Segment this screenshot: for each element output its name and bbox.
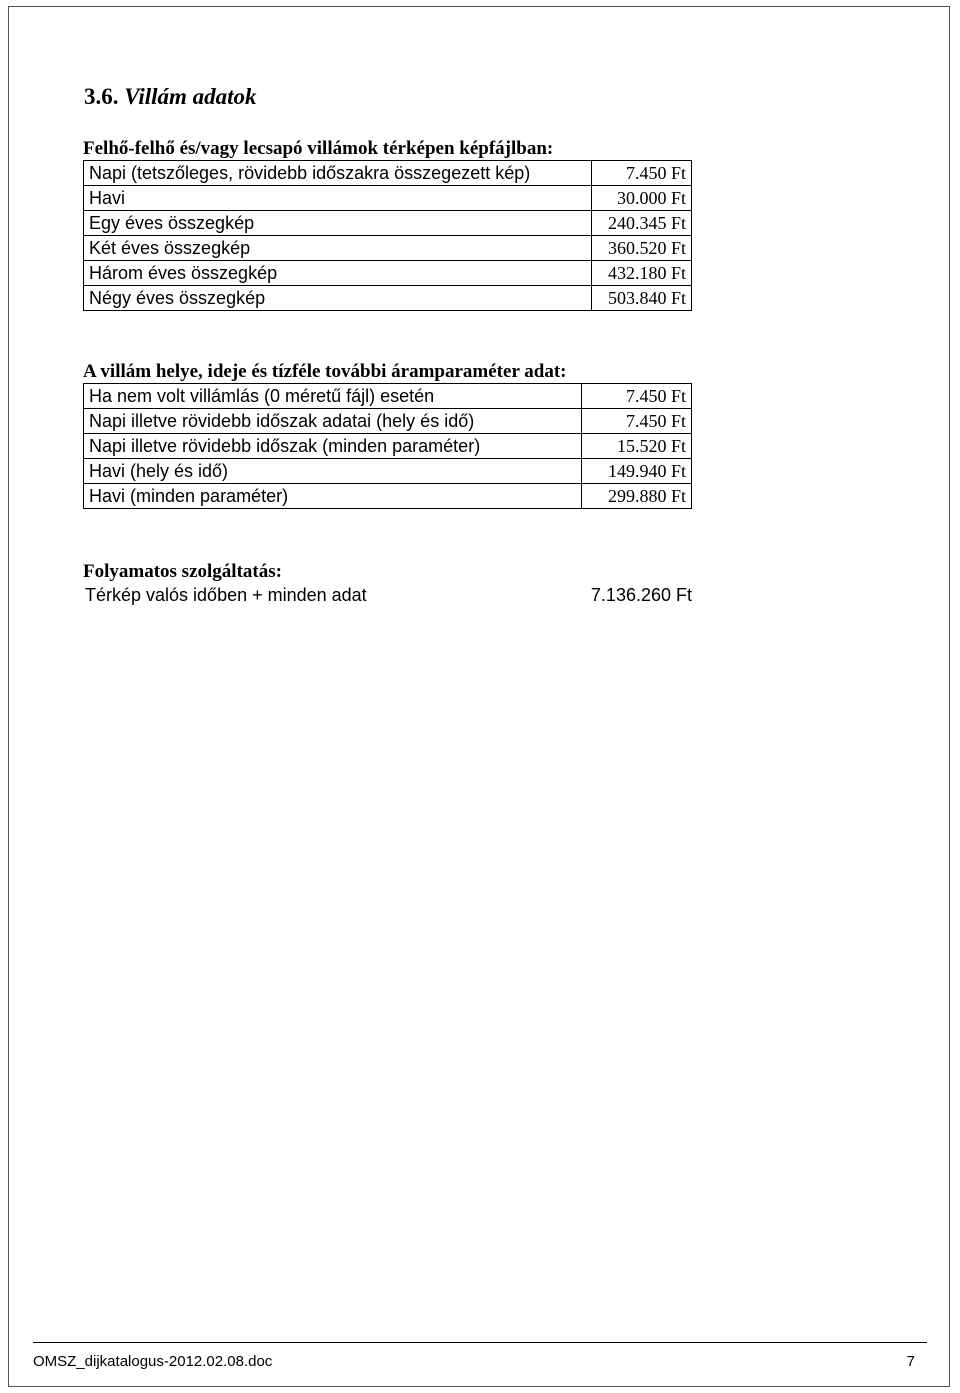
table-row xyxy=(84,186,692,211)
row-price: 30.000 Ft xyxy=(592,186,692,211)
row-label: Napi illetve rövidebb időszak (minden paraméter) xyxy=(84,434,582,459)
section-title: A villám helye, ideje és tízféle további áramparaméter adat: xyxy=(83,361,567,382)
price-table xyxy=(83,160,692,311)
row-price: 240.345 Ft xyxy=(592,211,692,236)
table-row xyxy=(84,434,692,459)
row-price: 360.520 Ft xyxy=(592,236,692,261)
row-label: Havi (minden paraméter) xyxy=(84,484,582,509)
cloud-lightning-map-section xyxy=(83,137,692,311)
lightning-parameters-section xyxy=(83,360,692,509)
row-label: Napi illetve rövidebb időszak adatai (hely és idő) xyxy=(84,409,582,434)
service-price: 7.136.260 Ft xyxy=(590,585,692,605)
table-row xyxy=(84,261,692,286)
table-row xyxy=(84,384,692,409)
service-row xyxy=(83,583,692,607)
table-row xyxy=(84,161,692,186)
page-footer xyxy=(33,1353,915,1370)
heading-number: 3.6. xyxy=(84,84,119,109)
table-row xyxy=(84,286,692,311)
row-label: Egy éves összegkép xyxy=(84,211,592,236)
footer-filename: OMSZ_dijkatalogus-2012.02.08.doc xyxy=(33,1353,273,1370)
row-label: Havi xyxy=(84,186,592,211)
footer-divider xyxy=(33,1342,927,1343)
section-heading xyxy=(84,84,257,110)
section-title: Folyamatos szolgáltatás: xyxy=(83,561,282,582)
table-row xyxy=(84,484,692,509)
row-price: 7.450 Ft xyxy=(581,409,691,434)
table-row xyxy=(84,211,692,236)
row-price: 15.520 Ft xyxy=(581,434,691,459)
row-label: Két éves összegkép xyxy=(84,236,592,261)
row-label: Három éves összegkép xyxy=(84,261,592,286)
section-title: Felhő-felhő és/vagy lecsapó villámok térképen képfájlban: xyxy=(83,138,554,159)
table-row xyxy=(84,236,692,261)
row-price: 432.180 Ft xyxy=(592,261,692,286)
service-label: Térkép valós időben + minden adat xyxy=(85,585,367,605)
continuous-service-section xyxy=(83,560,692,607)
row-price: 149.940 Ft xyxy=(581,459,691,484)
row-price: 7.450 Ft xyxy=(581,384,691,409)
footer-page-number: 7 xyxy=(906,1353,915,1370)
row-label: Napi (tetszőleges, rövidebb időszakra összegezett kép) xyxy=(84,161,592,186)
row-label: Havi (hely és idő) xyxy=(84,459,582,484)
heading-title: Villám adatok xyxy=(124,84,257,109)
row-price: 503.840 Ft xyxy=(592,286,692,311)
row-label: Négy éves összegkép xyxy=(84,286,592,311)
row-price: 7.450 Ft xyxy=(592,161,692,186)
price-table xyxy=(83,383,692,509)
table-row xyxy=(84,459,692,484)
table-row xyxy=(84,409,692,434)
row-label: Ha nem volt villámlás (0 méretű fájl) esetén xyxy=(84,384,582,409)
row-price: 299.880 Ft xyxy=(581,484,691,509)
